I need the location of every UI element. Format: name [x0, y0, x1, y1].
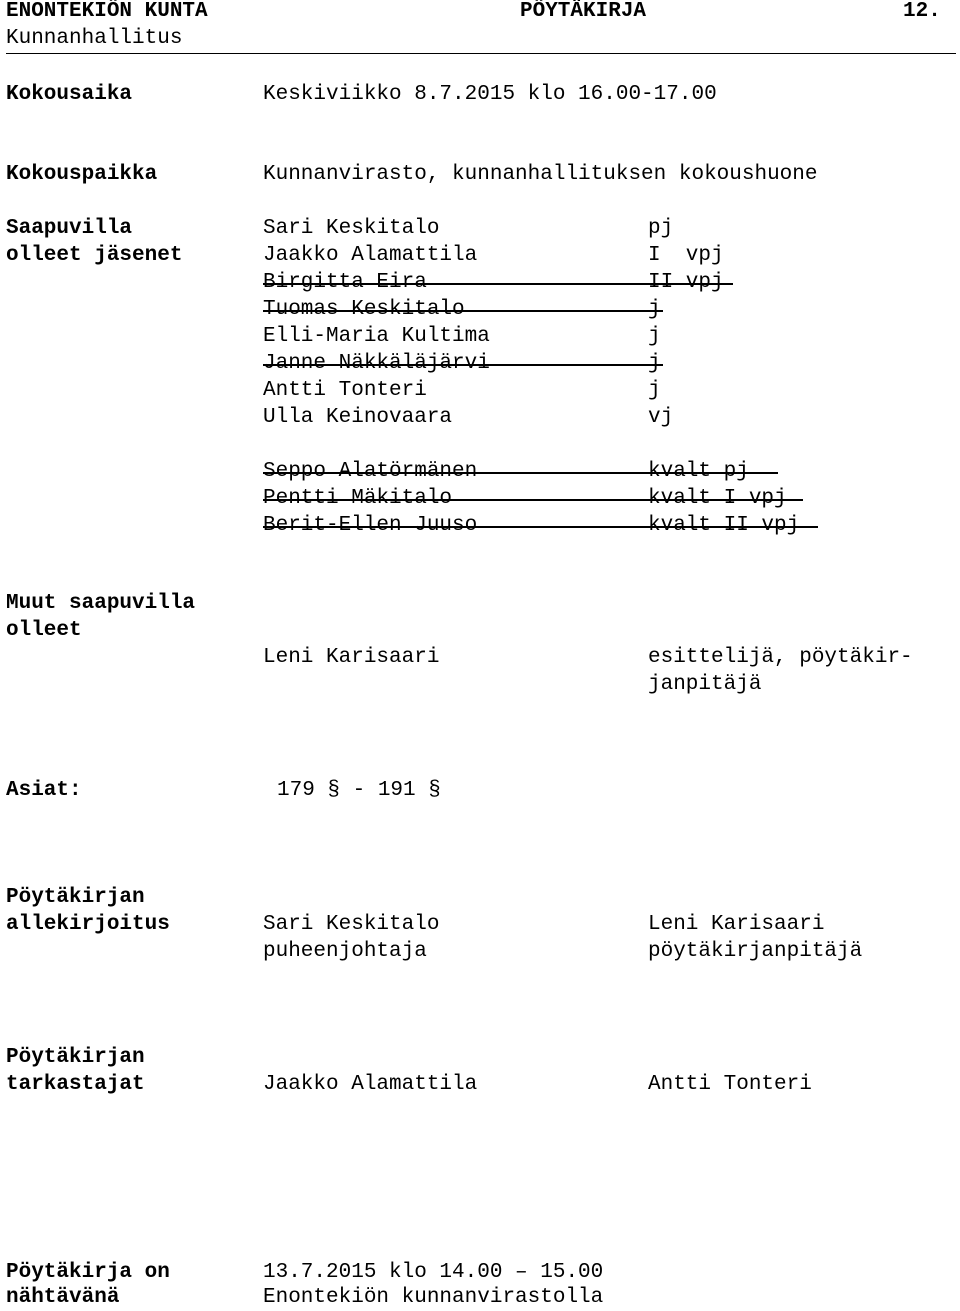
- council-role-struck: kvalt II vpj: [648, 514, 800, 537]
- member-name: Elli-Maria Kultima: [263, 325, 490, 348]
- council-role-struck: kvalt pj: [648, 460, 749, 483]
- document-type: PÖYTÄKIRJA: [520, 0, 647, 23]
- signatures-label-line1: Pöytäkirjan: [6, 886, 145, 909]
- strikethrough-line: [263, 364, 663, 366]
- signer1-title: puheenjohtaja: [263, 940, 427, 963]
- member-name-struck: Birgitta Eira: [263, 271, 427, 294]
- council-name-struck: Seppo Alatörmänen: [263, 460, 478, 483]
- member-name: Antti Tonteri: [263, 379, 427, 402]
- member-role: vj: [648, 406, 674, 429]
- reviewers-label-line2: tarkastajat: [6, 1073, 145, 1096]
- member-name: Jaakko Alamattila: [263, 244, 478, 267]
- strikethrough-line: [263, 499, 803, 501]
- member-name-struck: Janne Näkkäläjärvi: [263, 352, 490, 375]
- header-rule: [6, 53, 956, 54]
- member-name: Ulla Keinovaara: [263, 406, 453, 429]
- page-number: 12.: [903, 0, 941, 23]
- meeting-place-label: Kokouspaikka: [6, 163, 158, 186]
- strikethrough-line: [263, 283, 733, 285]
- members-label-line2: olleet jäsenet: [6, 244, 183, 267]
- meeting-time-value: Keskiviikko 8.7.2015 klo 16.00-17.00: [263, 83, 717, 106]
- availability-label-line1: Pöytäkirja on: [6, 1261, 170, 1284]
- member-role: pj: [648, 217, 674, 240]
- availability-label-line2: nähtävänä: [6, 1286, 120, 1309]
- member-role: j: [648, 325, 661, 348]
- municipality-name: ENONTEKIÖN KUNTA: [6, 0, 208, 23]
- signer1-name: Sari Keskitalo: [263, 913, 440, 936]
- member-name: Sari Keskitalo: [263, 217, 440, 240]
- member-role-struck: II vpj: [648, 271, 724, 294]
- council-role-struck: kvalt I vpj: [648, 487, 787, 510]
- strikethrough-line: [263, 472, 778, 474]
- member-role: I vpj: [648, 244, 724, 267]
- strikethrough-line: [263, 310, 663, 312]
- meeting-time-label: Kokousaika: [6, 83, 133, 106]
- other-attendee-name: Leni Karisaari: [263, 646, 440, 669]
- member-role-struck: j: [648, 298, 661, 321]
- member-role-struck: j: [648, 352, 661, 375]
- member-role: j: [648, 379, 661, 402]
- availability-place: Enontekiön kunnanvirastolla: [263, 1286, 604, 1309]
- other-attendee-role-line1: esittelijä, pöytäkir-: [648, 646, 913, 669]
- council-name-struck: Pentti Mäkitalo: [263, 487, 453, 510]
- others-label-line2: olleet: [6, 619, 82, 642]
- other-attendee-role-line2: janpitäjä: [648, 673, 762, 696]
- matters-value: 179 § - 191 §: [277, 779, 441, 802]
- reviewer1-name: Jaakko Alamattila: [263, 1073, 478, 1096]
- member-name-struck: Tuomas Keskitalo: [263, 298, 465, 321]
- others-label-line1: Muut saapuvilla: [6, 592, 196, 615]
- signer2-name: Leni Karisaari: [648, 913, 825, 936]
- members-label-line1: Saapuvilla: [6, 217, 133, 240]
- reviewers-label-line1: Pöytäkirjan: [6, 1046, 145, 1069]
- signatures-label-line2: allekirjoitus: [6, 913, 170, 936]
- meeting-place-value: Kunnanvirasto, kunnanhallituksen kokoushuone: [263, 163, 818, 186]
- matters-label: Asiat:: [6, 779, 82, 802]
- strikethrough-line: [263, 526, 818, 528]
- signer2-title: pöytäkirjanpitäjä: [648, 940, 863, 963]
- availability-time: 13.7.2015 klo 14.00 – 15.00: [263, 1261, 604, 1284]
- governing-body: Kunnanhallitus: [6, 27, 183, 50]
- reviewer2-name: Antti Tonteri: [648, 1073, 812, 1096]
- council-name-struck: Berit-Ellen Juuso: [263, 514, 478, 537]
